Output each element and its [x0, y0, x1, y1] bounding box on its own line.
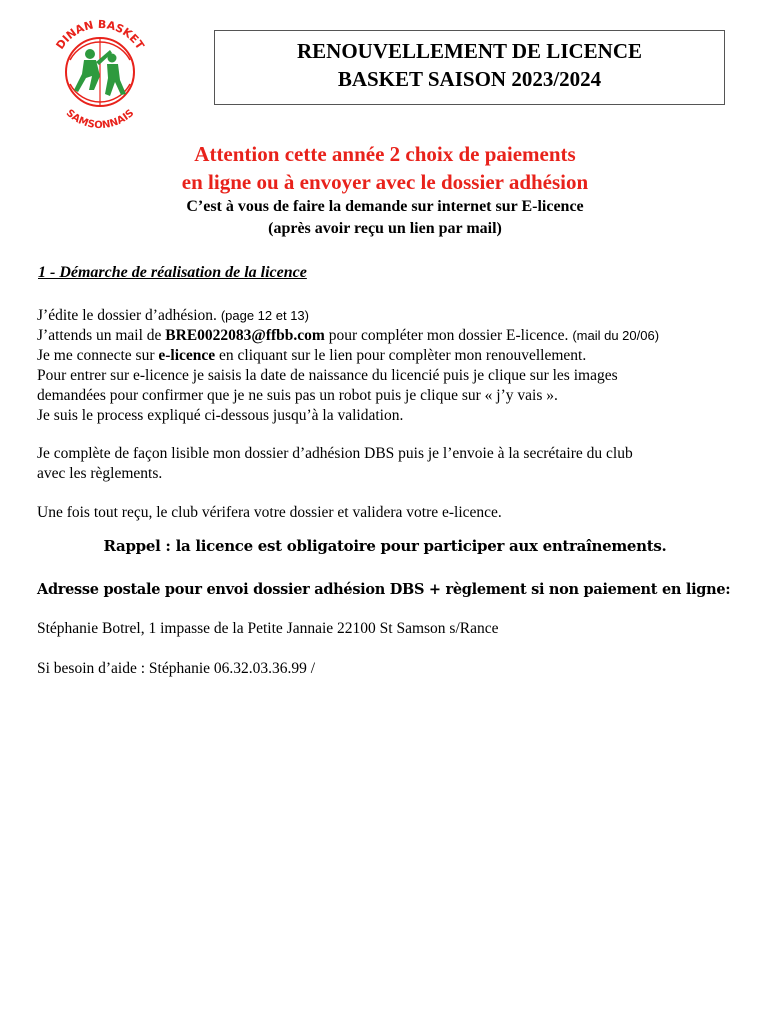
rappel-text: Rappel : la licence est obligatoire pour participer aux entraînements. [103, 537, 667, 555]
help-text: Si besoin d’aide : Stéphanie 06.32.03.36.99 / [37, 660, 316, 677]
step-line-3 [37, 346, 586, 366]
page-note: (page 12 et 13) [220, 308, 309, 323]
section-heading: 1 - Démarche de réalisation de la licence [38, 264, 307, 281]
mail-date-note: (mail du 20/06) [572, 328, 660, 343]
verify-text: Une fois tout reçu, le club vérifera votre dossier et validera votre e-licence. [37, 504, 502, 521]
attention-line-2: en ligne ou à envoyer avec le dossier adhésion [181, 170, 589, 194]
attention-line-1: Attention cette année 2 choix de paiements [194, 142, 576, 166]
step-line-6: Je suis le process expliqué ci-dessous jusqu’à la validation. [37, 407, 404, 424]
step-3-pre: Je me connecte sur [37, 347, 159, 364]
title-line-1: RENOUVELLEMENT DE LICENCE [296, 39, 642, 63]
club-logo [40, 10, 160, 130]
logo-text-top: DINAN BASKET [53, 17, 147, 52]
address-line: Stéphanie Botrel, 1 impasse de la Petite Jannaie 22100 St Samson s/Rance [37, 620, 499, 637]
step-2-pre: J’attends un mail de [37, 327, 166, 344]
title-box [214, 30, 725, 105]
step-1-text: J’édite le dossier d’adhésion. [37, 307, 221, 324]
step-2-post: pour compléter mon dossier E-licence. [324, 327, 573, 344]
dbs-line-1: Je complète de façon lisible mon dossier d’adhésion DBS puis je l’envoie à la secrétaire du club [37, 445, 633, 462]
title-line-2: BASKET SAISON 2023/2024 [337, 67, 602, 91]
logo-text-bottom: SAMSONNAIS [63, 107, 137, 130]
elicence-bold: e-licence [158, 347, 216, 364]
step-line-5: demandées pour confirmer que je ne suis pas un robot puis je clique sur « j’y vais ». [37, 387, 558, 404]
svg-text:SAMSONNAIS [64, 108, 137, 130]
email-address: BRE0022083@ffbb.com [165, 327, 325, 344]
step-line-2 [37, 326, 659, 346]
address-heading: Adresse postale pour envoi dossier adhésion DBS + règlement si non paiement en ligne: [37, 581, 731, 598]
dbs-line-2: avec les règlements. [37, 465, 163, 482]
step-line-4: Pour entrer sur e-licence je saisis la date de naissance du licencié puis je clique sur les images [37, 367, 618, 384]
subtitle-line-1: C’est à vous de faire la demande sur internet sur E-licence [186, 198, 584, 215]
step-3-post: en cliquant sur le lien pour complèter mon renouvellement. [215, 347, 587, 364]
step-line-1 [37, 306, 309, 326]
subtitle-line-2: (après avoir reçu un lien par mail) [268, 220, 502, 237]
